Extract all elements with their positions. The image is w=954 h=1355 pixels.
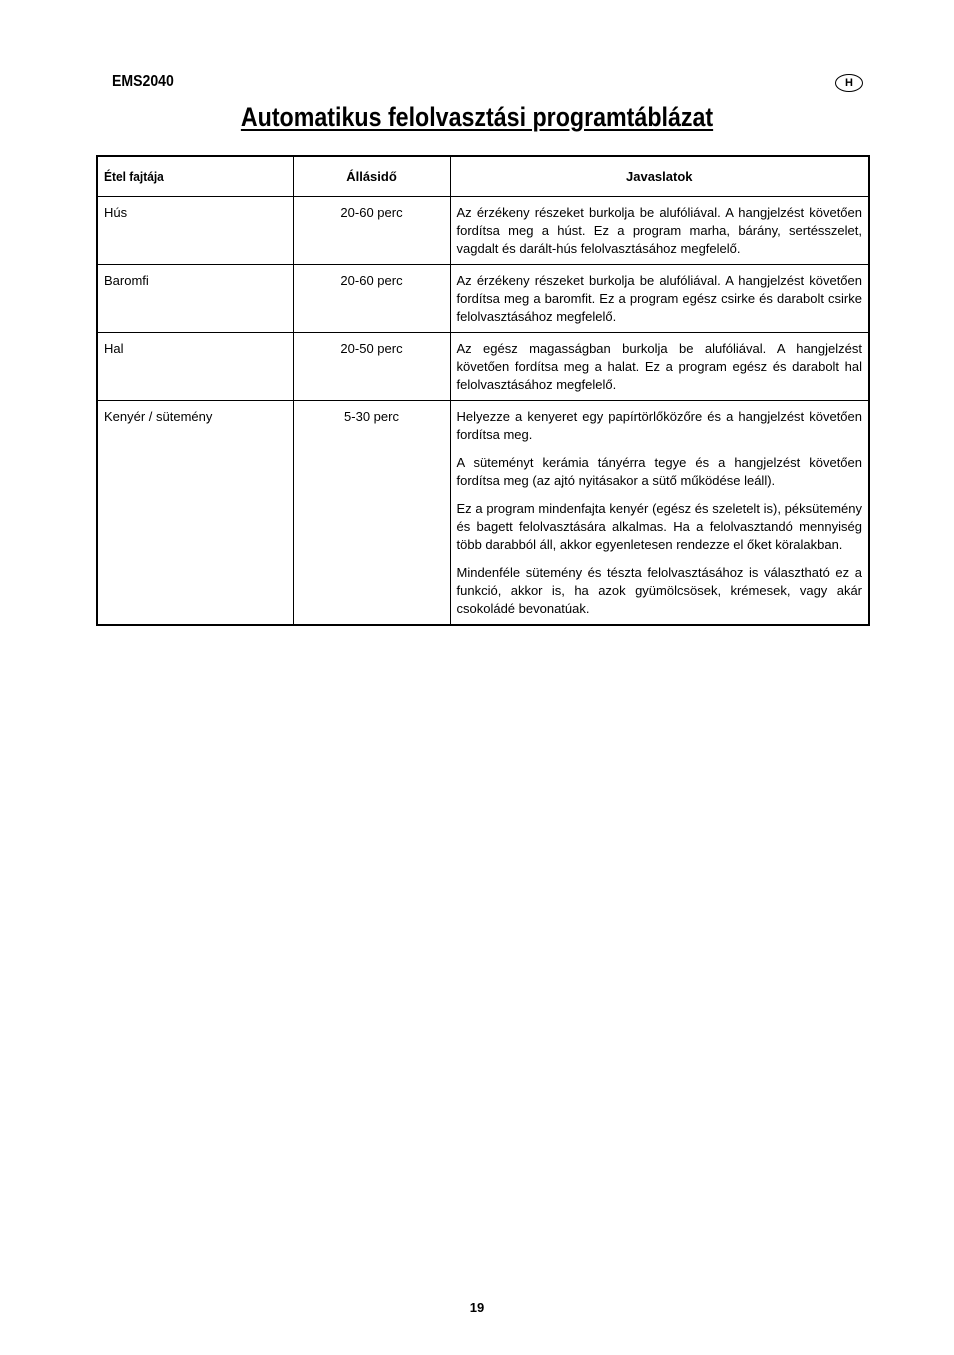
table-row — [97, 265, 869, 333]
model-number: EMS2040 — [112, 73, 174, 90]
advice-text: A süteményt kerámia tányérra tegye és a hangjelzést követően fordítsa meg (az ajtó nyitásakor a sütő működése leáll). — [456, 455, 862, 488]
time-cell: 5-30 perc — [293, 401, 450, 626]
language-badge: H — [835, 74, 863, 92]
time-cell: 20-60 perc — [293, 197, 450, 265]
food-cell: Hús — [97, 197, 293, 265]
time-cell: 20-60 perc — [293, 265, 450, 333]
time-cell: 20-50 perc — [293, 333, 450, 401]
page-number: 19 — [469, 1300, 485, 1315]
advice-cell — [450, 265, 869, 333]
header-advice: Javaslatok — [450, 156, 869, 197]
advice-text: Az egész magasságban burkolja be alufóliával. A hangjelzést követően fordítsa meg a halat. Ez a program egész és darabolt hal felolvasztásához megfelelő. — [456, 341, 862, 392]
advice-text: Ez a program mindenfajta kenyér (egész és szeletelt is), péksütemény és bagett felolvasztására alkalmas. Ha a felolvasztandó mennyiség több darabból áll, akkor egyenletesen rendezze el őket köralakban. — [456, 501, 862, 552]
table-row — [97, 197, 869, 265]
defrost-program-table — [96, 155, 870, 626]
food-cell: Baromfi — [97, 265, 293, 333]
header-food-type: Étel fajtája — [97, 156, 293, 197]
advice-text: Mindenféle sütemény és tészta felolvasztásához is választható ez a funkció, akkor is, ha azok gyümölcsösek, krémesek, vagy akár csokoládé bevonatúak. — [456, 565, 862, 616]
advice-text: Az érzékeny részeket burkolja be alufóliával. A hangjelzést követően fordítsa meg a húst. Ez a program marha, bárány, sertésszelet, vagdalt és darált-hús felolvasztásához megfelelő. — [456, 205, 862, 256]
table-row — [97, 333, 869, 401]
table-header-row — [97, 156, 869, 197]
page-title: Automatikus felolvasztási programtáblázat — [240, 102, 714, 132]
advice-text: Helyezze a kenyeret egy papírtörlőközőre és a hangjelzést követően fordítsa meg. — [456, 409, 862, 442]
advice-cell — [450, 401, 869, 626]
food-cell: Kenyér / sütemény — [97, 401, 293, 626]
advice-cell — [450, 333, 869, 401]
advice-text: Az érzékeny részeket burkolja be alufóliával. A hangjelzést követően fordítsa meg a baromfit. Ez a program egész csirke és darabolt csirke felolvasztásához megfelelő. — [456, 273, 862, 324]
advice-cell — [450, 197, 869, 265]
food-cell: Hal — [97, 333, 293, 401]
header-standing-time: Állásidő — [293, 156, 450, 197]
table-row — [97, 401, 869, 626]
